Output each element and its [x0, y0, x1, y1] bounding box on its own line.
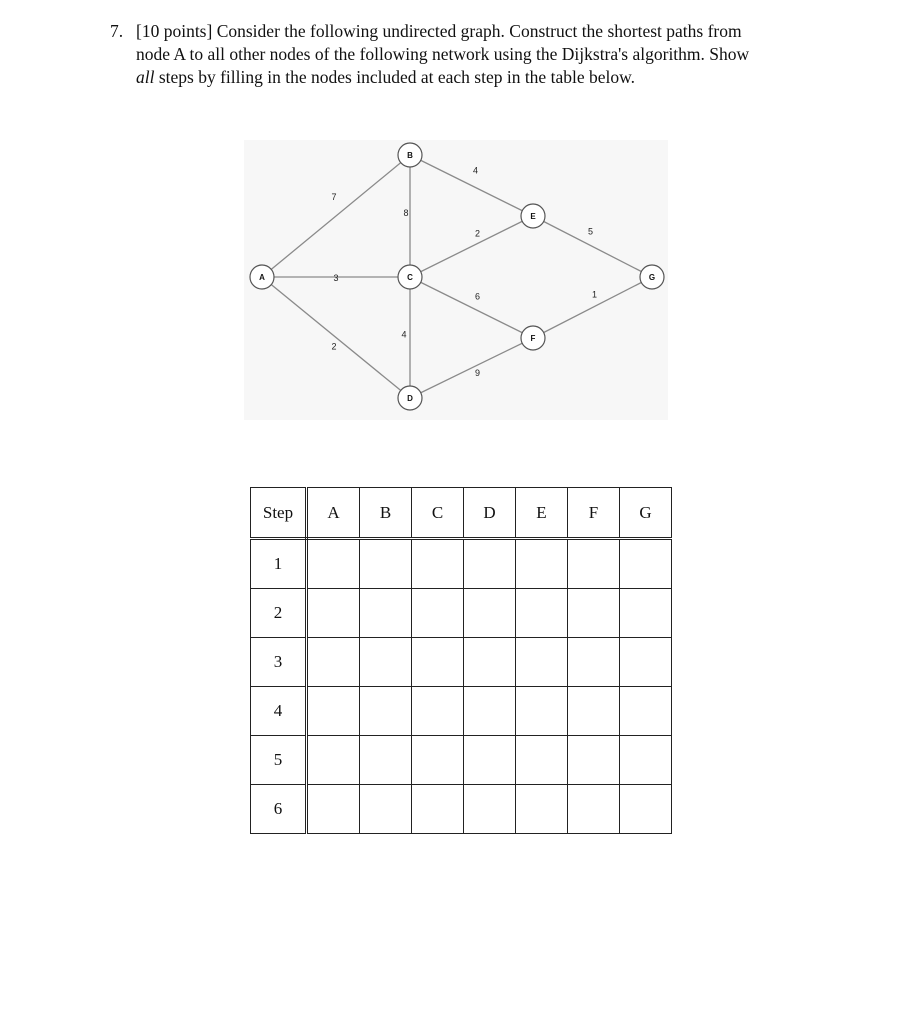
step-number: 3 [251, 638, 307, 687]
node-label-g: G [648, 273, 656, 282]
table-row [251, 589, 672, 638]
blank-cell[interactable] [360, 736, 412, 785]
blank-cell[interactable] [516, 687, 568, 736]
node-label-e: E [530, 212, 536, 221]
edge-e-g [533, 216, 652, 277]
edge-f-g [533, 277, 652, 338]
blank-cell[interactable] [464, 539, 516, 589]
blank-cell[interactable] [516, 638, 568, 687]
edge-weight-c-d: 4 [401, 329, 407, 340]
header-step: Step [251, 488, 307, 539]
header-node-g: G [620, 488, 672, 539]
blank-cell[interactable] [464, 687, 516, 736]
edge-a-b [262, 155, 410, 277]
blank-cell[interactable] [516, 785, 568, 834]
node-label-b: B [407, 151, 413, 160]
blank-cell[interactable] [620, 736, 672, 785]
blank-cell[interactable] [568, 687, 620, 736]
node-label-d: D [407, 394, 413, 403]
blank-cell[interactable] [412, 589, 464, 638]
node-label-f: F [530, 334, 536, 343]
question-emphasis: all [136, 67, 155, 87]
table-header-row [251, 488, 672, 539]
table-row [251, 687, 672, 736]
blank-cell[interactable] [360, 785, 412, 834]
node-label-c: C [407, 273, 413, 282]
header-node-c: C [412, 488, 464, 539]
question-points: [10 points] [136, 21, 213, 41]
node-label-a: A [259, 273, 265, 282]
header-node-f: F [568, 488, 620, 539]
edge-weight-a-b: 7 [331, 192, 337, 202]
edge-weight-e-g: 5 [587, 226, 594, 237]
edge-a-d [262, 277, 410, 398]
question-number: 7. [110, 21, 124, 41]
blank-cell[interactable] [307, 638, 360, 687]
table-body [251, 539, 672, 834]
blank-cell[interactable] [360, 589, 412, 638]
blank-cell[interactable] [568, 785, 620, 834]
header-node-a: A [307, 488, 360, 539]
blank-cell[interactable] [568, 589, 620, 638]
question-text [110, 20, 850, 89]
question-body [136, 20, 850, 89]
blank-cell[interactable] [412, 638, 464, 687]
step-number: 6 [251, 785, 307, 834]
blank-cell[interactable] [620, 687, 672, 736]
table-row [251, 539, 672, 589]
edge-weight-a-c: 3 [333, 273, 339, 283]
step-number: 1 [251, 539, 307, 589]
edge-c-f [410, 277, 533, 338]
blank-cell[interactable] [620, 539, 672, 589]
blank-cell[interactable] [568, 539, 620, 589]
blank-cell[interactable] [620, 785, 672, 834]
graph-diagram [244, 140, 668, 420]
blank-cell[interactable] [360, 638, 412, 687]
question-line-3: steps by filling in the nodes included at each step in the table below. [158, 67, 635, 87]
table-row [251, 736, 672, 785]
blank-cell[interactable] [307, 539, 360, 589]
blank-cell[interactable] [516, 539, 568, 589]
table-row [251, 785, 672, 834]
blank-cell[interactable] [464, 589, 516, 638]
question-line-2: node A to all other nodes of the following network using the Dijkstra's algorithm. Show [136, 44, 750, 64]
graph-figure [244, 140, 668, 420]
edge-weight-c-e: 2 [474, 228, 481, 239]
blank-cell[interactable] [464, 785, 516, 834]
blank-cell[interactable] [412, 785, 464, 834]
blank-cell[interactable] [360, 687, 412, 736]
blank-cell[interactable] [464, 736, 516, 785]
blank-cell[interactable] [620, 589, 672, 638]
edge-weight-b-c: 8 [403, 208, 409, 218]
header-node-e: E [516, 488, 568, 539]
blank-cell[interactable] [516, 589, 568, 638]
blank-cell[interactable] [412, 539, 464, 589]
blank-cell[interactable] [568, 638, 620, 687]
step-number: 4 [251, 687, 307, 736]
header-node-b: B [360, 488, 412, 539]
step-number: 5 [251, 736, 307, 785]
dijkstra-steps-table [250, 487, 672, 834]
edge-weight-c-f: 6 [474, 291, 481, 302]
blank-cell[interactable] [620, 638, 672, 687]
blank-cell[interactable] [412, 736, 464, 785]
question-line-1: Consider the following undirected graph. Construct the shortest paths from [216, 21, 742, 41]
edge-weight-d-f: 9 [474, 368, 481, 378]
edge-c-e [410, 216, 533, 277]
edge-weight-a-d: 2 [331, 341, 337, 352]
blank-cell[interactable] [568, 736, 620, 785]
blank-cell[interactable] [307, 589, 360, 638]
blank-cell[interactable] [516, 736, 568, 785]
edge-b-e [410, 155, 533, 216]
blank-cell[interactable] [412, 687, 464, 736]
table-row [251, 638, 672, 687]
blank-cell[interactable] [307, 785, 360, 834]
edge-weight-f-g: 1 [591, 289, 598, 300]
header-node-d: D [464, 488, 516, 539]
edge-d-f [410, 338, 533, 398]
step-number: 2 [251, 589, 307, 638]
blank-cell[interactable] [360, 539, 412, 589]
blank-cell[interactable] [307, 736, 360, 785]
blank-cell[interactable] [307, 687, 360, 736]
blank-cell[interactable] [464, 638, 516, 687]
edge-weight-b-e: 4 [472, 165, 479, 176]
